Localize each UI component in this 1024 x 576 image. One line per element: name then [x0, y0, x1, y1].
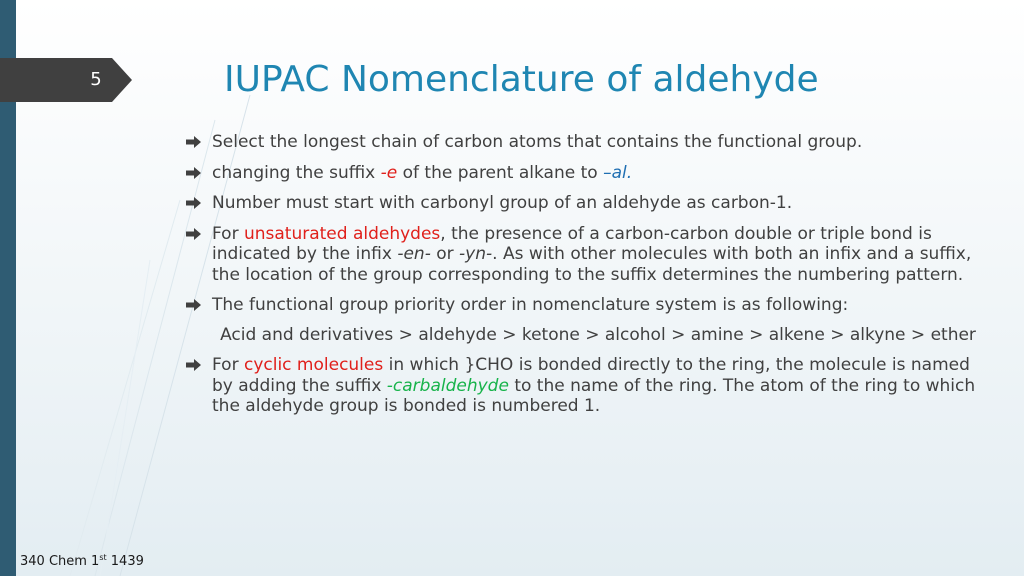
slide-number: 5: [90, 69, 102, 90]
bullet-text: Select the longest chain of carbon atoms that contains the functional group.: [212, 132, 863, 152]
bullet-longest-chain: [186, 132, 986, 153]
bullet-text: to the name of the ring. The atom of the ring to which the aldehyde group is bonded is numbered 1.: [212, 375, 976, 416]
bullet-numbering: [186, 193, 986, 214]
arrow-bullet-icon: [186, 136, 201, 148]
infix-yn: -yn-: [459, 244, 493, 264]
slide-title: IUPAC Nomenclature of aldehyde: [224, 59, 819, 100]
priority-sequence: Acid and derivatives > aldehyde > ketone > alcohol > amine > alkene > alkyne > ether: [220, 324, 976, 345]
bullet-text: in which }CHO is bonded directly to the ring, the molecule is named by adding the suffix: [212, 355, 970, 396]
arrow-bullet-icon: [186, 228, 201, 240]
bullet-text: , the presence of a carbon-carbon double or triple bond is indicated by the infix: [212, 223, 932, 264]
slide-number-shape: [0, 58, 132, 102]
bullet-text: or: [430, 244, 460, 264]
infix-en: -en-: [397, 244, 431, 264]
bullet-text: Number must start with carbonyl group of an aldehyde as carbon-1.: [212, 193, 793, 213]
arrow-bullet-icon: [186, 197, 201, 209]
term-cyclic-molecules: cyclic molecules: [243, 355, 384, 375]
arrow-bullet-icon: [186, 359, 201, 371]
bullet-cyclic: [186, 355, 986, 417]
suffix-carbaldehyde: -carbaldehyde: [386, 375, 509, 396]
bullet-text: changing the suffix: [212, 162, 381, 183]
bullet-text: For: [212, 355, 244, 375]
bullet-priority-order: [186, 295, 986, 316]
slide-number-box: [0, 58, 132, 102]
footer-superscript: st: [99, 553, 107, 562]
footer-course-label: [20, 549, 144, 571]
suffix-e: -e: [380, 162, 398, 183]
arrow-bullet-icon: [186, 299, 201, 311]
footer-text: 340 Chem 1: [20, 554, 100, 569]
bullet-unsaturated: [186, 224, 986, 286]
suffix-al: –al: [603, 162, 627, 183]
bullet-text: of the parent alkane to: [397, 162, 604, 183]
footer-text: 1439: [106, 554, 144, 569]
bullet-text: The functional group priority order in nomenclature system is as following:: [212, 295, 849, 315]
slide-content: [186, 132, 986, 427]
arrow-bullet-icon: [186, 167, 201, 179]
bullet-text: . As with other molecules with both an infix and a suffix, the location of the group corresponding to the suffix determines the numbering pattern.: [212, 244, 972, 285]
term-unsaturated-aldehydes: unsaturated aldehydes: [243, 223, 441, 244]
bullet-text: For: [212, 223, 244, 244]
suffix-al-period: .: [626, 162, 633, 183]
bullet-suffix-change: [186, 163, 986, 184]
